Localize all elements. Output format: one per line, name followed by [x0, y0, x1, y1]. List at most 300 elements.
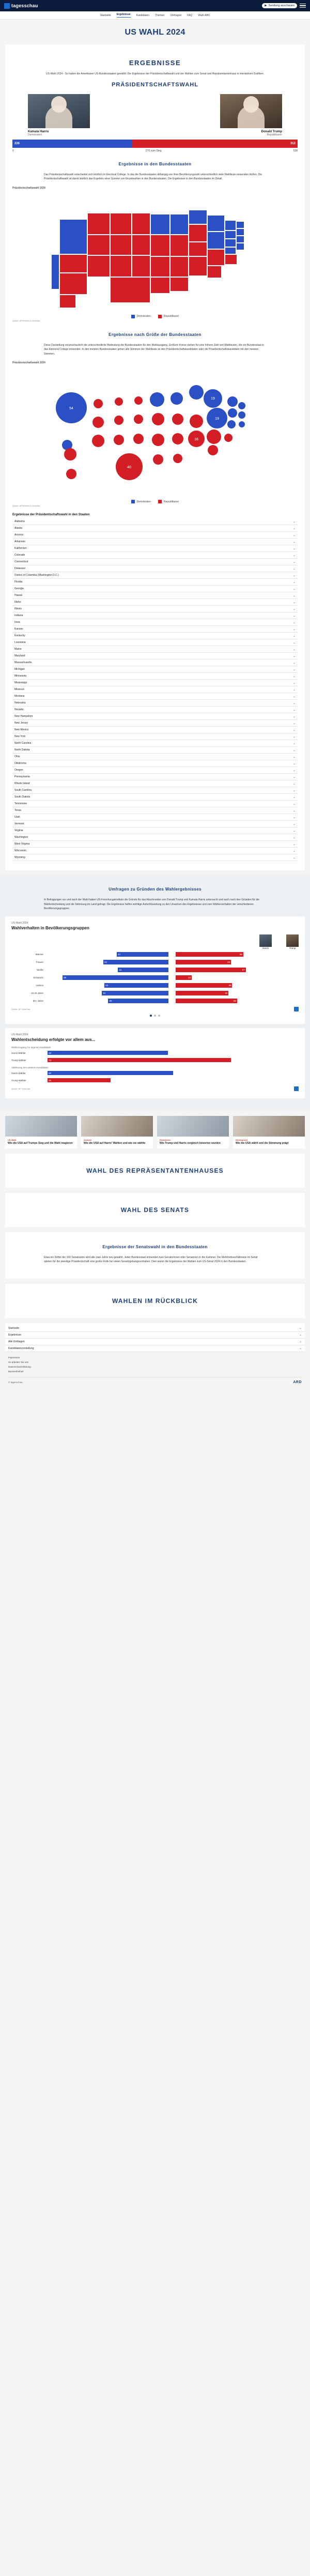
- legend-dem-swatch: [131, 315, 135, 318]
- nav-item-startseite[interactable]: Startseite: [100, 13, 111, 17]
- bubble-section-text: Diese Darstellung veranschaulicht die unterschiedliche Bedeutung der Bundesstaaten für den Wahlausgang. Größere Kreise stehen für eine höhere Zahl von Wahlleuten, die ein Bundesstaat in das Electoral College entsendet. In den meisten Bundesstaaten gehen alle Stimmen der Wahlleute an den Präsidentschaftskandidaten oder die Präsidentschaftskandidatin mit den meisten Stimmen.: [44, 343, 265, 356]
- state-accordion-item[interactable]: [12, 673, 298, 680]
- teaser-tag: Analyse: [84, 1138, 92, 1141]
- map-caption: Präsidentschaftswahl 2024: [12, 186, 45, 190]
- chevron-down-icon[interactable]: ⌄: [292, 661, 296, 665]
- state-name: Ohio: [14, 755, 20, 758]
- survey-group-label: 18-29 Jahre: [30, 991, 43, 994]
- state-accordion-item[interactable]: [12, 774, 298, 780]
- state-name: Kalifornien: [14, 547, 27, 550]
- state-name: Oregon: [14, 769, 23, 772]
- scale-right: 538: [293, 149, 298, 152]
- chevron-down-icon[interactable]: ⌄: [292, 520, 296, 524]
- state-name: Vermont: [14, 822, 24, 825]
- chevron-down-icon[interactable]: ⌄: [292, 614, 296, 618]
- state-accordion-item[interactable]: [12, 592, 298, 599]
- chevron-down-icon[interactable]: ⌄: [292, 715, 296, 718]
- chevron-down-icon[interactable]: ⌄: [292, 554, 296, 557]
- state-name: North Dakota: [14, 748, 30, 752]
- state-accordion-item[interactable]: [12, 801, 298, 807]
- chevron-down-icon[interactable]: ⌄: [292, 789, 296, 792]
- state-accordion-item[interactable]: [12, 727, 298, 733]
- chevron-down-icon[interactable]: ⌄: [292, 594, 296, 597]
- survey-group-left: [45, 968, 168, 972]
- chevron-down-icon[interactable]: ⌄: [292, 540, 296, 544]
- chevron-down-icon[interactable]: ⌄: [292, 654, 296, 658]
- chevron-down-icon[interactable]: ⌄: [292, 681, 296, 685]
- state-accordion-item[interactable]: [12, 579, 298, 586]
- state-accordion-item[interactable]: [12, 525, 298, 532]
- trump-value: 46: [176, 983, 232, 988]
- footer-small-link[interactable]: So arbeiten Sie uns: [8, 1360, 29, 1363]
- bubble-legend-rep-label: Republikaner: [163, 500, 179, 503]
- survey-card2-source: Quelle: AP VoteCast: [11, 1087, 30, 1090]
- state-accordion-item[interactable]: [12, 539, 298, 545]
- chevron-down-icon[interactable]: ⌄: [292, 621, 296, 624]
- survey-card1-headers: [11, 934, 299, 949]
- state-accordion-item[interactable]: [12, 821, 298, 827]
- col-left-label: Harris: [262, 946, 269, 949]
- presidential-heading: PRÄSIDENTSCHAFTSWAHL: [112, 81, 198, 88]
- svg-text:16: 16: [194, 438, 198, 441]
- state-accordion-item[interactable]: [12, 680, 298, 686]
- scale-left: 0: [12, 149, 14, 152]
- teaser-thumbnail: [5, 1116, 77, 1137]
- state-name: Virginia: [14, 829, 23, 832]
- harris-value: 41: [118, 968, 168, 972]
- state-name: Michigan: [14, 668, 25, 671]
- us-bubble-map[interactable]: [47, 367, 264, 497]
- chevron-down-icon[interactable]: ⌄: [292, 735, 296, 739]
- watch-broadcast-button[interactable]: [262, 3, 297, 8]
- footer-link-row[interactable]: [5, 1339, 305, 1345]
- survey-card1-title: Wahlverhalten in Bevölkerungsgruppen: [11, 925, 89, 930]
- trump-portrait: [220, 94, 282, 128]
- state-name: Idaho: [14, 601, 21, 604]
- nav-item-umfragen[interactable]: Umfragen: [170, 13, 182, 17]
- survey-group-left: [45, 952, 168, 957]
- survey-group-row: [11, 959, 299, 965]
- results-card: [5, 44, 305, 870]
- electoral-bar-rep: 312: [132, 140, 298, 148]
- electoral-bar-scale: [12, 149, 298, 152]
- footer-link-row[interactable]: [5, 1332, 305, 1339]
- survey-motivation-label: Trump-Wähler: [11, 1079, 26, 1082]
- state-name: Arkansas: [14, 540, 25, 543]
- survey-group-left: [45, 983, 168, 988]
- nav-item-kandidaten[interactable]: Kandidaten: [136, 13, 149, 17]
- bubble-svg: [47, 367, 264, 497]
- share-icon[interactable]: [294, 1007, 299, 1011]
- state-accordion-item[interactable]: [12, 518, 298, 525]
- results-intro: US-Wahl 2024 - So haben die Amerikaner US-Bundesstaaten gewählt: Die Ergebnisse der Präsidentschaftswahl und der Wahlen zum Senat und Repräsentantenhaus in interaktiven Grafiken.: [45, 72, 265, 75]
- senate-sub-title: Ergebnisse der Senatswahl in den Bundesstaaten: [102, 1244, 208, 1249]
- footer-small-link[interactable]: Barrierefreiheit: [8, 1370, 24, 1373]
- state-name: Alaska: [14, 527, 23, 530]
- bubble-legend: [12, 500, 298, 503]
- topbar-actions: [262, 3, 306, 8]
- chevron-down-icon[interactable]: ⌄: [292, 634, 296, 638]
- footer-small-links: [0, 1352, 310, 1377]
- state-name: Washington: [14, 836, 28, 839]
- footer-small-link[interactable]: Impressum: [8, 1356, 20, 1359]
- logo-square-icon: [4, 3, 10, 9]
- survey-group-row: [11, 990, 299, 996]
- chevron-down-icon[interactable]: ⌄: [292, 849, 296, 853]
- teaser-card[interactable]: [157, 1116, 229, 1148]
- chevron-down-icon[interactable]: ⌄: [292, 607, 296, 611]
- chevron-down-icon[interactable]: ⌄: [292, 648, 296, 651]
- state-accordion-item[interactable]: [12, 693, 298, 700]
- state-accordion-item[interactable]: [12, 653, 298, 660]
- survey-motivation-track: [48, 1058, 299, 1062]
- teaser-tag: Reaktionen: [160, 1138, 171, 1141]
- state-accordion-item[interactable]: [12, 559, 298, 565]
- state-accordion-item[interactable]: [12, 572, 298, 579]
- play-icon: ▶: [265, 4, 267, 7]
- chevron-down-icon[interactable]: ⌄: [292, 809, 296, 812]
- survey-group-left: [45, 960, 168, 964]
- survey-card2-group2-bars: [11, 1070, 299, 1083]
- survey-motivation-row: [11, 1078, 299, 1083]
- chevron-down-icon[interactable]: ⌄: [292, 601, 296, 604]
- bubble-legend-dem-swatch: [131, 500, 135, 503]
- harris-value: 49: [108, 999, 168, 1003]
- state-accordion-item[interactable]: [12, 740, 298, 747]
- survey-group-right: [176, 960, 299, 964]
- svg-text:19: 19: [211, 397, 215, 401]
- trump-value: 13: [176, 975, 192, 980]
- state-name: Wisconsin: [14, 849, 26, 852]
- state-name: Minnesota: [14, 674, 27, 678]
- state-accordion-item[interactable]: [12, 794, 298, 801]
- svg-text:19: 19: [215, 417, 219, 421]
- state-accordion-item[interactable]: [12, 545, 298, 552]
- nav-item-faq[interactable]: FAQ: [187, 13, 193, 17]
- chevron-down-icon[interactable]: ⌄: [292, 795, 296, 799]
- teaser-title: Wie die USA wählt und die Stimmung prägt: [236, 1141, 289, 1145]
- state-accordion-item[interactable]: [12, 532, 298, 539]
- chevron-down-icon[interactable]: ⌄: [292, 775, 296, 779]
- chevron-down-icon[interactable]: ⌄: [292, 587, 296, 591]
- teaser-tag: Hintergrund: [236, 1138, 247, 1141]
- survey-motivation-track: [48, 1071, 299, 1075]
- state-name: Oklahoma: [14, 762, 26, 765]
- dot-1[interactable]: [150, 1015, 152, 1017]
- state-name: North Carolina: [14, 742, 32, 745]
- harris-value: 54: [102, 991, 168, 995]
- survey-card1-source: Quelle: AP VoteCast: [11, 1007, 30, 1010]
- state-accordion-item[interactable]: [12, 666, 298, 673]
- us-choropleth-map[interactable]: [47, 193, 264, 312]
- chevron-down-icon[interactable]: ⌄: [292, 627, 296, 631]
- trump-value: 43: [176, 991, 228, 995]
- chevron-down-icon[interactable]: ⌄: [292, 695, 296, 698]
- trump-value: 50: [176, 999, 237, 1003]
- state-accordion-item[interactable]: [12, 700, 298, 707]
- survey-motivation-row: [11, 1057, 299, 1063]
- state-accordion-item[interactable]: [12, 854, 298, 861]
- survey-motivation-value: 73: [48, 1058, 231, 1062]
- state-name: Connecticut: [14, 560, 28, 563]
- candidate-trump[interactable]: [220, 94, 282, 136]
- state-accordion-item[interactable]: [12, 606, 298, 612]
- watch-broadcast-label: Sendung anschauen: [268, 4, 295, 7]
- state-accordion-item[interactable]: [12, 599, 298, 606]
- chevron-down-icon[interactable]: ⌄: [292, 580, 296, 584]
- chevron-down-icon[interactable]: ⌄: [292, 836, 296, 839]
- state-name: Mississippi: [14, 681, 27, 684]
- chevron-down-icon[interactable]: ⌄: [292, 802, 296, 806]
- chevron-down-icon[interactable]: ⌄: [292, 574, 296, 577]
- state-accordion-item[interactable]: [12, 720, 298, 727]
- state-list-title: Ergebnisse der Präsidentschaftswahl in den Staaten: [12, 513, 90, 516]
- state-name: Kentucky: [14, 634, 25, 637]
- survey-motivation-row: [11, 1050, 299, 1056]
- state-accordion-item[interactable]: [12, 565, 298, 572]
- bubble-source: Quelle: AP/Wahlen in Amerika: [12, 504, 40, 507]
- teaser-row: [0, 1111, 310, 1154]
- chevron-down-icon[interactable]: ⌄: [292, 762, 296, 765]
- map-legend: [12, 315, 298, 318]
- hamburger-icon[interactable]: [300, 4, 306, 8]
- chevron-down-icon[interactable]: ⌄: [292, 668, 296, 671]
- state-name: Indiana: [14, 614, 23, 617]
- footer-link-label: Ergebnisse: [8, 1333, 22, 1337]
- survey-card-motivation: [5, 1028, 305, 1098]
- state-name: Louisiana: [14, 641, 26, 644]
- survey-group-label: Frauen: [36, 960, 43, 963]
- candidate-party: Republikaner: [267, 133, 282, 136]
- chevron-down-icon[interactable]: ⌄: [292, 567, 296, 571]
- tagesschau-logo[interactable]: [4, 3, 38, 9]
- legend-dem: [131, 315, 151, 318]
- footer-bottom: [0, 1377, 310, 1391]
- state-accordion: [12, 518, 298, 861]
- chevron-down-icon[interactable]: ⌄: [292, 769, 296, 772]
- footer-copyright: © tagesschau: [8, 1381, 23, 1384]
- state-accordion-item[interactable]: [12, 552, 298, 559]
- candidate-row: [12, 94, 298, 136]
- nav-item-wahl-abc[interactable]: Wahl-ABC: [198, 13, 210, 17]
- chevron-down-icon[interactable]: ⌄: [292, 742, 296, 745]
- survey-group-label: Weiße: [37, 968, 43, 971]
- chevron-down-icon[interactable]: ⌄: [292, 782, 296, 786]
- state-accordion-item[interactable]: [12, 848, 298, 854]
- chevron-down-icon[interactable]: ⌄: [299, 1340, 302, 1343]
- state-name: West Virginia: [14, 842, 30, 846]
- state-name: South Carolina: [14, 789, 32, 792]
- footer-link-row[interactable]: [5, 1325, 305, 1332]
- survey-card2-group1-bars: [11, 1050, 299, 1063]
- chevron-down-icon[interactable]: ⌄: [292, 722, 296, 725]
- footer-link-row[interactable]: [5, 1345, 305, 1352]
- state-name: South Dakota: [14, 795, 30, 799]
- survey-group-left: [45, 999, 168, 1003]
- survey-card2-kicker: US-Wahl 2024: [11, 1033, 28, 1036]
- legend-rep: [158, 315, 179, 318]
- state-name: Florida: [14, 580, 23, 584]
- state-accordion-item[interactable]: [12, 834, 298, 841]
- survey-group-right: [176, 968, 299, 972]
- state-accordion-item[interactable]: [12, 619, 298, 626]
- chevron-down-icon[interactable]: ⌄: [292, 527, 296, 530]
- survey-card1-footer: [11, 1007, 299, 1011]
- nav-item-ergebnisse[interactable]: Ergebnisse: [117, 13, 131, 18]
- state-accordion-item[interactable]: [12, 760, 298, 767]
- state-name: Massachusetts: [14, 661, 32, 664]
- state-name: Pennsylvania: [14, 775, 30, 778]
- survey-group-row: [11, 998, 299, 1004]
- survey-card2-group2-head: Ablehnung des anderen Kandidaten: [11, 1066, 49, 1069]
- map-section-text: Das Präsidentschaftswahl entscheidet sich letztlich im Electoral College. In das die Bundesstaaten abhängig von ihrer Bevölkerungszahl unterschiedlich viele Wahlleute entsenden dürfen. Die Präsidentschaftswahl ist damit letztlich das Ergebnis einer Summe von Einzelwahlen in den Bundesstaaten. Die Ergebnisse in den Bundesstaaten im Detail.: [44, 173, 262, 180]
- chevron-down-icon[interactable]: ⌄: [292, 547, 296, 550]
- chevron-down-icon[interactable]: ⌄: [299, 1347, 302, 1350]
- chevron-down-icon[interactable]: ⌄: [299, 1327, 302, 1330]
- trump-value: 57: [176, 968, 246, 972]
- state-accordion-item[interactable]: [12, 807, 298, 814]
- survey-group-label: Latinos: [36, 984, 43, 987]
- state-accordion-item[interactable]: [12, 780, 298, 787]
- state-accordion-item[interactable]: [12, 612, 298, 619]
- chevron-down-icon[interactable]: ⌄: [292, 560, 296, 564]
- survey-group-label: 65+ Jahre: [33, 999, 43, 1002]
- state-name: Nevada: [14, 708, 24, 711]
- state-accordion-item[interactable]: [12, 787, 298, 794]
- state-accordion-item[interactable]: [12, 633, 298, 639]
- chevron-down-icon[interactable]: ⌄: [292, 842, 296, 846]
- survey-group-label: Schwarze: [33, 976, 43, 979]
- state-name: Texas: [14, 809, 22, 812]
- footer-small-link[interactable]: Datenschutzerklärung: [8, 1365, 31, 1368]
- chevron-down-icon[interactable]: ⌄: [292, 674, 296, 678]
- senate-heading: WAHL DES SENATS: [5, 1193, 305, 1227]
- survey-group-label: Männer: [35, 953, 43, 956]
- chevron-down-icon[interactable]: ⌄: [292, 641, 296, 645]
- teaser-thumbnail: [81, 1116, 153, 1137]
- chevron-down-icon[interactable]: ⌄: [292, 748, 296, 752]
- chevron-down-icon[interactable]: ⌄: [292, 856, 296, 860]
- survey-card2-title: Wahlentscheidung erfolgte vor allem aus...: [11, 1037, 96, 1042]
- survey-motivation-value: 50: [48, 1071, 173, 1075]
- top-bar: [0, 0, 310, 11]
- dot-2[interactable]: [154, 1015, 156, 1017]
- survey-card-groups: [5, 916, 305, 1024]
- candidate-harris[interactable]: [28, 94, 90, 136]
- survey-card2-footer: [11, 1086, 299, 1091]
- state-accordion-item[interactable]: [12, 586, 298, 592]
- state-accordion-item[interactable]: [12, 639, 298, 646]
- col-right-label: Trump: [289, 946, 296, 949]
- state-name: New Jersey: [14, 722, 28, 725]
- state-accordion-item[interactable]: [12, 713, 298, 720]
- chevron-down-icon[interactable]: ⌄: [292, 822, 296, 826]
- state-name: District of Columbia (Washington D.C.): [14, 574, 59, 577]
- state-accordion-item[interactable]: [12, 686, 298, 693]
- state-accordion-item[interactable]: [12, 733, 298, 740]
- candidate-party: Demokraten: [28, 133, 42, 136]
- survey-heading: Umfragen zu Gründen des Wahlergebnisses: [109, 887, 202, 892]
- state-name: Montana: [14, 695, 25, 698]
- state-accordion-item[interactable]: [12, 660, 298, 666]
- state-name: Nebraska: [14, 701, 26, 704]
- survey-card1-bars: [11, 952, 299, 1004]
- state-name: New York: [14, 735, 26, 738]
- state-accordion-item[interactable]: [12, 747, 298, 754]
- chevron-down-icon[interactable]: ⌄: [292, 533, 296, 537]
- harris-value: 52: [104, 983, 168, 988]
- survey-group-right: [176, 975, 299, 980]
- map-source: Quelle: AP/Wahlen in Amerika: [12, 319, 40, 322]
- chevron-down-icon[interactable]: ⌄: [292, 816, 296, 819]
- trump-value: 55: [176, 952, 243, 957]
- candidate-name: Kamala Harris: [28, 130, 49, 133]
- chevron-down-icon[interactable]: ⌄: [292, 728, 296, 732]
- survey-motivation-value: 48: [48, 1051, 168, 1055]
- trump-thumb: [286, 934, 299, 947]
- footer-link-label: Kandidatenvorstellung: [8, 1346, 34, 1350]
- harris-value: 53: [103, 960, 168, 964]
- survey-motivation-label: Harris-Wähler: [11, 1051, 26, 1054]
- electoral-bar-dem: 226: [12, 140, 132, 148]
- survey-group-left: [45, 991, 168, 995]
- svg-text:54: 54: [69, 407, 73, 410]
- harris-thumb: [259, 934, 272, 947]
- chevron-down-icon[interactable]: ⌄: [292, 708, 296, 712]
- survey-group-right: [176, 983, 299, 988]
- state-name: Alabama: [14, 520, 25, 523]
- results-heading: ERGEBNISSE: [129, 59, 181, 67]
- state-accordion-item[interactable]: [12, 767, 298, 774]
- state-name: Tennessee: [14, 802, 27, 805]
- state-accordion-item[interactable]: [12, 754, 298, 760]
- chevron-down-icon[interactable]: ⌄: [292, 755, 296, 759]
- chevron-down-icon[interactable]: ⌄: [292, 829, 296, 833]
- chevron-down-icon[interactable]: ⌄: [292, 688, 296, 692]
- survey-group-right: [176, 999, 299, 1003]
- chevron-down-icon[interactable]: ⌄: [299, 1333, 302, 1337]
- harris-portrait: [28, 94, 90, 128]
- harris-value: 86: [63, 975, 168, 980]
- legend-rep-label: Republikaner: [163, 315, 179, 318]
- bubble-section-title: Ergebnisse nach Größe der Bundesstaaten: [109, 332, 202, 337]
- state-name: Arizona: [14, 533, 23, 536]
- teaser-card[interactable]: [233, 1116, 305, 1148]
- state-name: Georgia: [14, 587, 24, 590]
- teaser-card[interactable]: [5, 1116, 77, 1148]
- state-accordion-item[interactable]: [12, 814, 298, 821]
- survey-group-row: [11, 967, 299, 973]
- chevron-down-icon[interactable]: ⌄: [292, 701, 296, 705]
- state-name: Utah: [14, 816, 20, 819]
- state-accordion-item[interactable]: [12, 707, 298, 713]
- state-name: Missouri: [14, 688, 24, 691]
- dot-3[interactable]: [158, 1015, 160, 1017]
- share-icon[interactable]: [294, 1086, 299, 1091]
- nav-item-themen[interactable]: Themen: [154, 13, 165, 17]
- carousel-dots[interactable]: [11, 1015, 299, 1017]
- senate-text: Etwa ein Drittel der 100 Senatssitze wird alle zwei Jahre neu gewählt. Jeder Bundesstaat entsendet zwei Senatorinnen oder Senatoren in die Kammer. Die Mehrheitsverhältnisse im Senat spielen für die jeweilige Präsidentschaft eine große Rolle bei vielen Gesetzgebungsvorhaben. Dies waren die Ergebnisse der Wahlen zum US-Senat 2024 in den Bundesstaaten.: [44, 1255, 258, 1263]
- state-accordion-item[interactable]: [12, 841, 298, 848]
- map-section-title: Ergebnisse in den Bundesstaaten: [118, 161, 192, 166]
- survey-motivation-value: 25: [48, 1078, 111, 1082]
- teaser-title: Wie die USA auf Harris' Wahlen und wie sie wählte: [84, 1141, 146, 1145]
- teaser-card[interactable]: [81, 1116, 153, 1148]
- state-accordion-item[interactable]: [12, 827, 298, 834]
- state-accordion-item[interactable]: [12, 646, 298, 653]
- survey-motivation-track: [48, 1078, 299, 1082]
- state-accordion-item[interactable]: [12, 626, 298, 633]
